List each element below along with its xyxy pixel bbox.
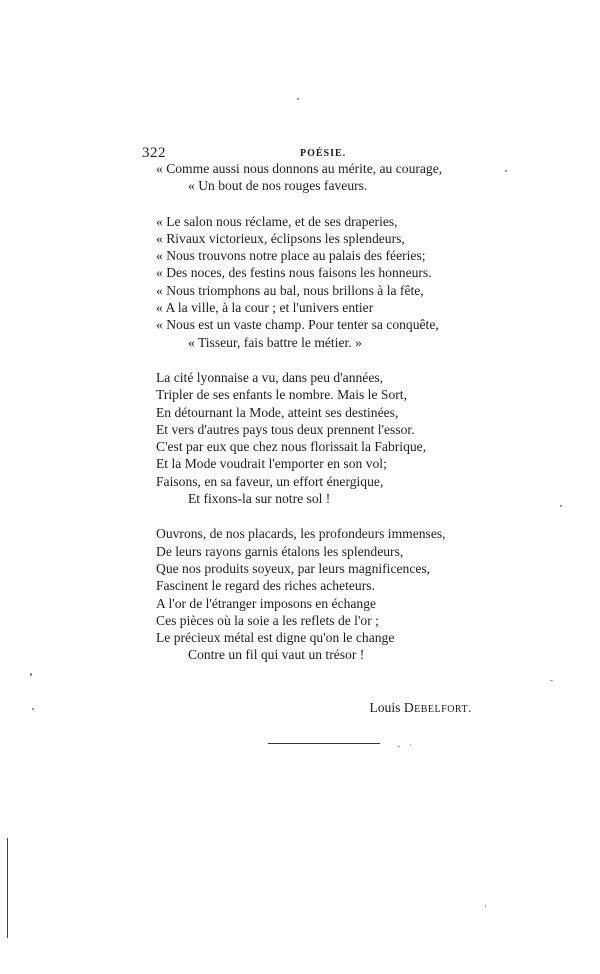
poem-line: « Nous trouvons notre place au palais des féeries;	[156, 248, 426, 264]
poem-line: Et la Mode voudrait l'emporter en son vol;	[156, 456, 387, 472]
poem-line: La cité lyonnaise a vu, dans peu d'années,	[156, 369, 384, 385]
stanza	[156, 369, 496, 507]
poem-line: Fascinent le regard des riches acheteurs.	[156, 578, 375, 594]
running-head: POÉSIE.	[300, 148, 347, 159]
poem-line: « Nous triomphons au bal, nous brillons à la fête,	[156, 282, 424, 298]
poem-line: « Nous est un vaste champ. Pour tenter sa conquête,	[156, 317, 439, 333]
poem-line: Faisons, en sa faveur, un effort énergique,	[156, 473, 384, 489]
page-number: 322	[142, 145, 166, 161]
poem-line: Et vers d'autres pays tous deux prennent l'essor.	[156, 421, 415, 437]
poem-line: Tripler de ses enfants le nombre. Mais le Sort,	[156, 387, 407, 403]
stanza	[156, 160, 496, 195]
poem-line: « Un bout de nos rouges faveurs.	[188, 178, 368, 194]
poem-line: Ces pièces où la soie a les reflets de l'or ;	[156, 612, 379, 628]
poem-body	[156, 160, 496, 682]
stanza	[156, 213, 496, 351]
margin-mark	[7, 838, 8, 938]
poem-line: A l'or de l'étranger imposons en échange	[156, 595, 377, 611]
poem-line: Ouvrons, de nos placards, les profondeurs immenses,	[156, 526, 446, 542]
poem-line: « Le salon nous réclame, et de ses draperies,	[156, 213, 398, 229]
poem-line: « Comme aussi nous donnons au mérite, au courage,	[156, 161, 443, 176]
author-first-name: Louis	[369, 700, 401, 715]
author-signature	[369, 700, 472, 716]
poem-line: « Tisseur, fais battre le métier. »	[188, 334, 362, 350]
poem-line: « A la ville, à la cour ; et l'univers entier	[156, 300, 374, 316]
closing-rule	[268, 743, 380, 744]
poem-line: C'est par eux que chez nous florissait la Fabrique,	[156, 439, 427, 455]
poem-line: En détournant la Mode, atteint ses destinées,	[156, 404, 399, 420]
stanza	[156, 525, 496, 663]
poem-line: Et fixons-la sur notre sol !	[188, 491, 331, 507]
poem-line: Le précieux métal est digne qu'on le change	[156, 630, 395, 646]
author-last-name: Debelfort.	[403, 700, 472, 715]
poem-line: Que nos produits soyeux, par leurs magnificences,	[156, 560, 431, 576]
poem-line: « Des noces, des festins nous faisons les honneurs.	[156, 265, 432, 281]
poem-line: De leurs rayons garnis étalons les splendeurs,	[156, 543, 404, 559]
poem-line: Contre un fil qui vaut un trésor !	[188, 647, 365, 663]
poem-line: « Rivaux victorieux, éclipsons les splendeurs,	[156, 230, 405, 246]
